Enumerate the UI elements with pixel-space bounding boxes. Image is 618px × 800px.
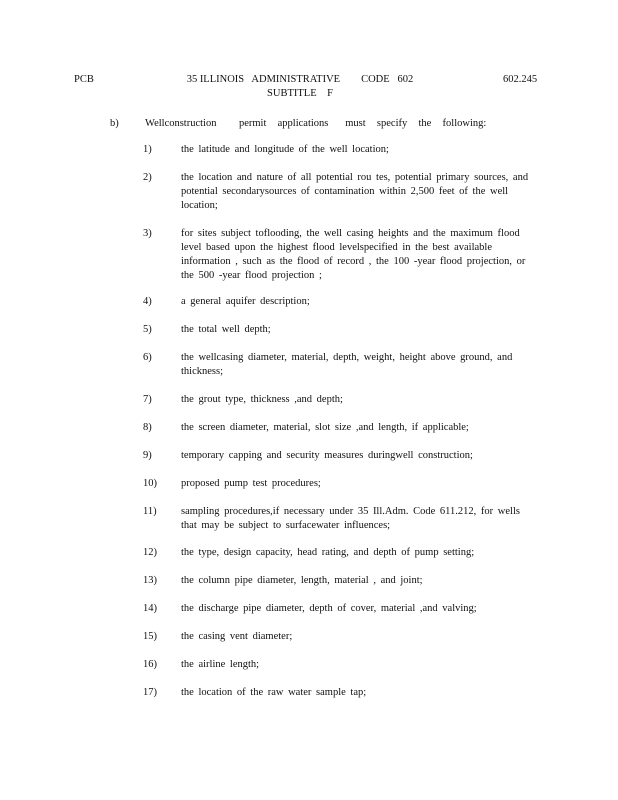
item-text: the wellcasing diameter, material, depth, weight, height above ground, and thickness;: [181, 352, 513, 377]
item-text: sampling procedures,if necessary under 35 Ill.Adm. Code 611.212, for wells that may be subject to surfacewater influences;: [181, 506, 520, 531]
item-text: for sites subject toflooding, the well casing heights and the maximum flood level based upon the highest flood levelspecified in the best available information , such as the flood of record , the 100 -year flood projection, or the 500 -year flood projection ;: [181, 228, 526, 281]
item-number: 5): [143, 324, 152, 335]
page-title: [150, 73, 450, 101]
item-number: 2): [143, 172, 152, 183]
item-text: the location of the raw water sample tap;: [181, 687, 367, 698]
item-number: 15): [143, 631, 157, 642]
item-number: 9): [143, 450, 152, 461]
item-text: the grout type, thickness ,and depth;: [181, 394, 343, 405]
item-text: the location and nature of all potential rou tes, potential primary sources, and potential secondarysources of contamination within 2,500 feet of the well location;: [181, 172, 529, 211]
item-text: the screen diameter, material, slot size ,and length, if applicable;: [181, 422, 469, 433]
item-text: temporary capping and security measures duringwell construction;: [181, 450, 473, 461]
item-text: the casing vent diameter;: [181, 631, 293, 642]
subsection-label: b): [110, 118, 119, 129]
item-text: proposed pump test procedures;: [181, 478, 321, 489]
header-left: PCB: [74, 74, 94, 85]
subsection-intro: Wellconstruction permit applications must specify the following:: [145, 118, 487, 129]
item-number: 7): [143, 394, 152, 405]
item-number: 16): [143, 659, 157, 670]
item-number: 12): [143, 547, 157, 558]
item-number: 6): [143, 352, 152, 363]
item-number: 14): [143, 603, 157, 614]
item-number: 1): [143, 144, 152, 155]
item-text: the type, design capacity, head rating, and depth of pump setting;: [181, 547, 475, 558]
item-number: 17): [143, 687, 157, 698]
item-number: 11): [143, 506, 157, 517]
item-number: 4): [143, 296, 152, 307]
item-number: 8): [143, 422, 152, 433]
item-number: 13): [143, 575, 157, 586]
item-number: 10): [143, 478, 157, 489]
title-line-1: 35 ILLINOIS ADMINISTRATIVE CODE 602: [186, 74, 414, 85]
section-number: 602.245: [503, 74, 538, 85]
item-text: the airline length;: [181, 659, 260, 670]
item-number: 3): [143, 228, 152, 239]
item-text: the discharge pipe diameter, depth of cover, material ,and valving;: [181, 603, 477, 614]
item-text: the column pipe diameter, length, material , and joint;: [181, 575, 423, 586]
item-text: the total well depth;: [181, 324, 271, 335]
item-text: a general aquifer description;: [181, 296, 310, 307]
title-line-2: SUBTITLE F: [267, 88, 333, 99]
item-text: the latitude and longitude of the well location;: [181, 144, 389, 155]
